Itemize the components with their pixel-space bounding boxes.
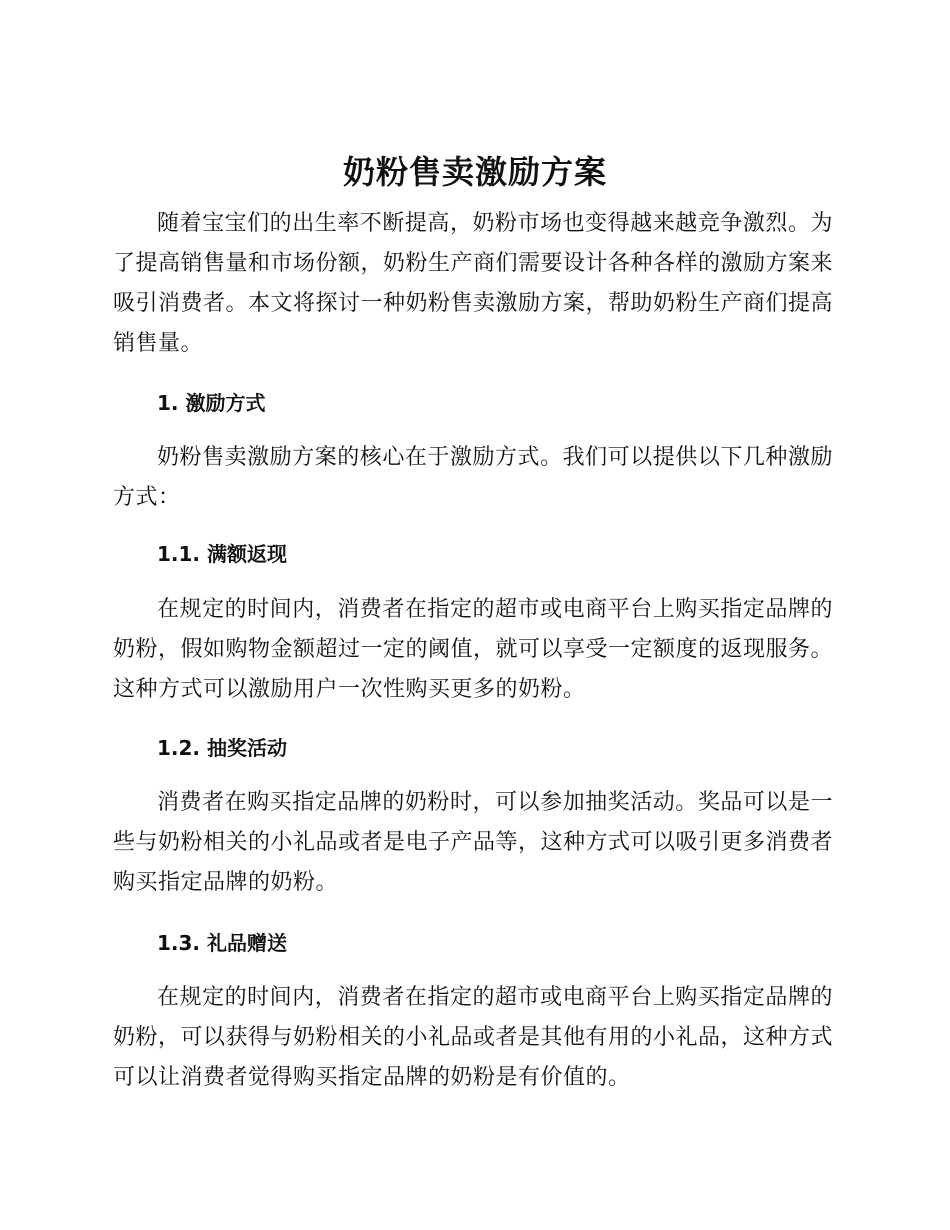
section-heading-1-2: 1.2. 抽奖活动 xyxy=(157,736,287,760)
document-title: 奶粉售卖激励方案 xyxy=(342,153,607,191)
section-1-2-paragraph: 消费者在购买指定品牌的奶粉时，可以参加抽奖活动。奖品可以是一些与奶粉相关的小礼品或者是电子产品等，这种方式可以吸引更多消费者购买指定品牌的奶粉。 xyxy=(113,790,834,895)
section-1-1-paragraph: 在规定的时间内，消费者在指定的超市或电商平台上购买指定品牌的奶粉，假如购物金额超过一定的阈值，就可以享受一定额度的返现服务。这种方式可以激励用户一次性购买更多的奶粉。 xyxy=(113,597,834,702)
section-1-paragraph: 奶粉售卖激励方案的核心在于激励方式。我们可以提供以下几种激励方式： xyxy=(113,445,833,510)
intro-paragraph: 随着宝宝们的出生率不断提高，奶粉市场也变得越来越竞争激烈。为了提高销售量和市场份额，奶粉生产商们需要设计各种各样的激励方案来吸引消费者。本文将探讨一种奶粉售卖激励方案，帮助奶粉生产商们提高销售量。 xyxy=(113,211,834,356)
section-heading-1-1: 1.1. 满额返现 xyxy=(157,542,287,566)
section-1-3-paragraph: 在规定的时间内，消费者在指定的超市或电商平台上购买指定品牌的奶粉，可以获得与奶粉相关的小礼品或者是其他有用的小礼品，这种方式可以让消费者觉得购买指定品牌的奶粉是有价值的。 xyxy=(113,985,834,1090)
section-heading-1: 1. 激励方式 xyxy=(157,391,266,415)
section-heading-1-3: 1.3. 礼品赠送 xyxy=(157,931,287,955)
